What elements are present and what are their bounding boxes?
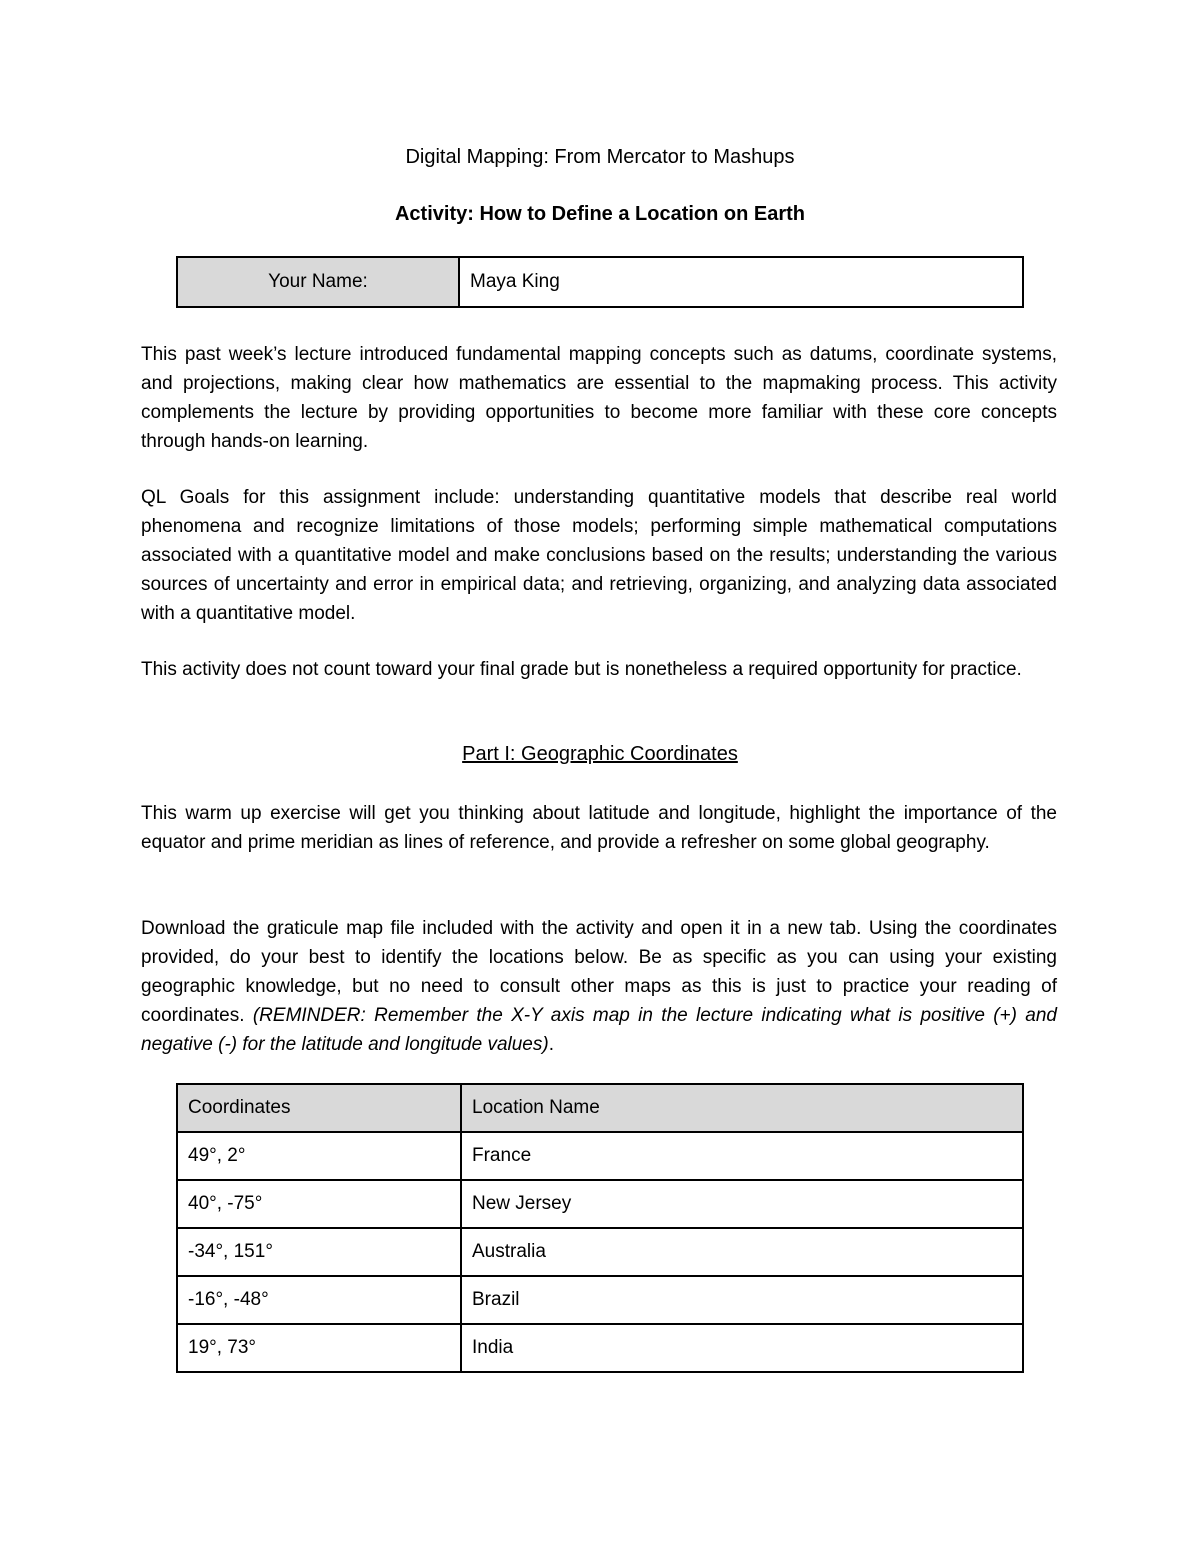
location-cell: New Jersey bbox=[461, 1180, 1023, 1228]
intro-paragraph: This past week’s lecture introduced fundamental mapping concepts such as datums, coordinate systems, and projections, making clear how mathematics are essential to the mapmaking process. This activity complements the lecture by providing opportunities to become more familiar with these core concepts through hands-on learning. bbox=[141, 344, 1057, 452]
coordinates-cell: 40°, -75° bbox=[177, 1180, 461, 1228]
warmup-paragraph: This warm up exercise will get you thinking about latitude and longitude, highlight the importance of the equator and prime meridian as lines of reference, and provide a refresher on some global geography. bbox=[141, 803, 1057, 853]
ql-goals-paragraph: QL Goals for this assignment include: understanding quantitative models that describe real world phenomena and recognize limitations of those models; performing simple mathematical computations associated with a quantitative model and make conclusions based on the results; understanding the various sources of uncertainty and error in empirical data; and retrieving, organizing, and analyzing data associated with a quantitative model. bbox=[141, 487, 1057, 624]
table-row bbox=[177, 1132, 1023, 1180]
table-header-row bbox=[177, 1084, 1023, 1132]
name-row bbox=[177, 257, 1023, 307]
table-row bbox=[177, 1276, 1023, 1324]
location-cell: India bbox=[461, 1324, 1023, 1372]
name-label: Your Name: bbox=[177, 257, 459, 307]
instructions-paragraph bbox=[141, 914, 1057, 1059]
coordinates-cell: -34°, 151° bbox=[177, 1228, 461, 1276]
grading-note-paragraph: This activity does not count toward your final grade but is nonetheless a required opportunity for practice. bbox=[141, 659, 1022, 680]
table-row bbox=[177, 1228, 1023, 1276]
coordinates-header: Coordinates bbox=[177, 1084, 461, 1132]
table-row bbox=[177, 1324, 1023, 1372]
part1-heading: Part I: Geographic Coordinates bbox=[462, 743, 738, 765]
coordinates-cell: 49°, 2° bbox=[177, 1132, 461, 1180]
coordinates-cell: -16°, -48° bbox=[177, 1276, 461, 1324]
reminder-period: . bbox=[548, 1034, 554, 1055]
course-title: Digital Mapping: From Mercator to Mashups bbox=[405, 146, 795, 168]
location-cell: France bbox=[461, 1132, 1023, 1180]
table-row bbox=[177, 1180, 1023, 1228]
location-cell: Australia bbox=[461, 1228, 1023, 1276]
coordinates-table bbox=[176, 1083, 1024, 1373]
location-name-header: Location Name bbox=[461, 1084, 1023, 1132]
coordinates-cell: 19°, 73° bbox=[177, 1324, 461, 1372]
reminder-text: (REMINDER: Remember the X-Y axis map in the lecture indicating what is positive (+) and negative (-) for the latitude and longitude values) bbox=[141, 1005, 1057, 1055]
name-value: Maya King bbox=[459, 257, 1023, 307]
location-cell: Brazil bbox=[461, 1276, 1023, 1324]
activity-title: Activity: How to Define a Location on Earth bbox=[394, 203, 806, 225]
instructions-text: Download the graticule map file included with the activity and open it in a new tab. Using the coordinates provided, do your best to identify the locations below. Be as specific as you can using your existing geographic knowledge, but no need to consult other maps as this is just to practice your reading of coordinates. bbox=[141, 918, 1057, 1026]
name-table bbox=[176, 256, 1024, 308]
